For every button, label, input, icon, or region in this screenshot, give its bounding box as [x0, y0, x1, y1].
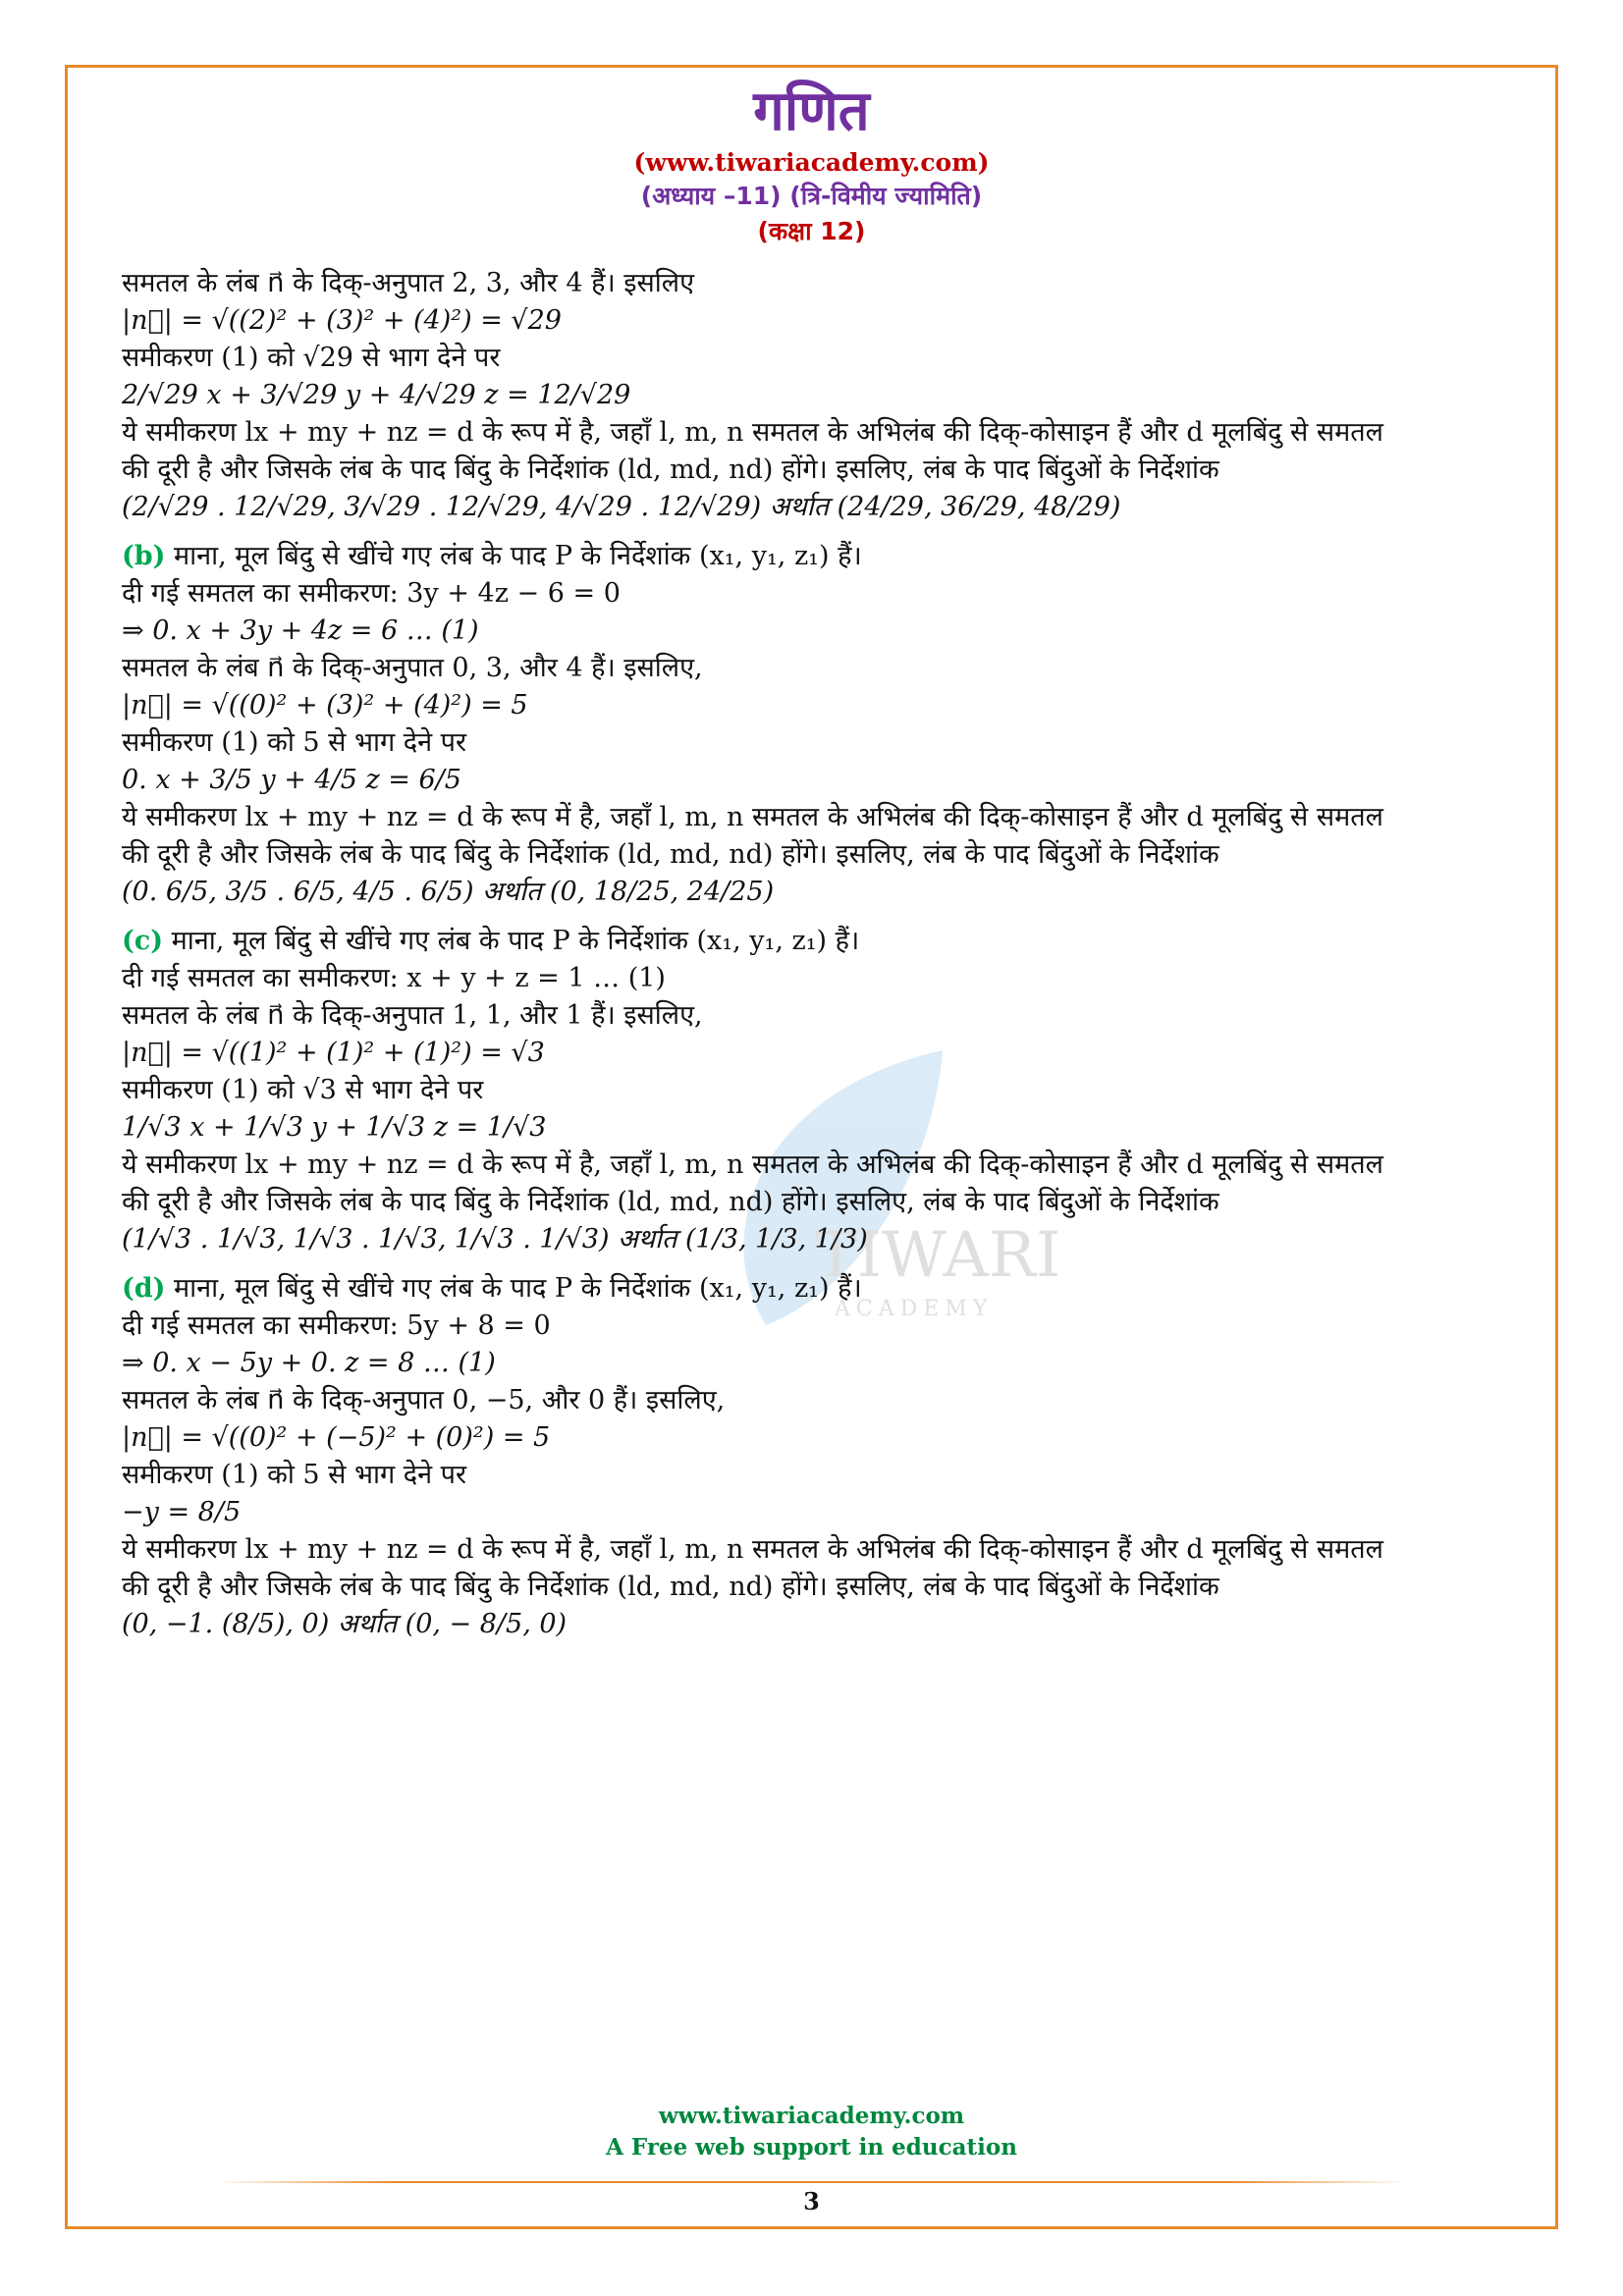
- watermark-subtext: ACADEMY: [835, 1297, 994, 1321]
- text-line: समीकरण (1) को 5 से भाग देने पर: [122, 727, 467, 758]
- part-label: (c): [122, 926, 163, 956]
- math-line: ⇒ 0. x − 5y + 0. z = 8 … (1): [122, 1348, 496, 1378]
- text-line: ये समीकरण lx + my + nz = d के रूप में है, जहाँ l, m, n समतल के अभिलंब की दिक्-कोसाइन हैं और d मूलबिंदु से समतल: [122, 417, 1383, 448]
- text-line: दी गई समतल का समीकरण: 3y + 4z − 6 = 0: [122, 578, 621, 609]
- math-line: |n⃗| = √((1)² + (1)² + (1)²) = √3: [122, 1038, 545, 1068]
- watermark-text: TIWARI: [815, 1219, 1061, 1292]
- coordinates-line: (1/√3 . 1/√3, 1/√3 . 1/√3, 1/√3 . 1/√3) अर्थात (1/3, 1/3, 1/3): [122, 1224, 868, 1255]
- text-line: समतल के लंब n⃗ के दिक्-अनुपात 1, 1, और 1 हैं। इसलिए,: [122, 1000, 703, 1031]
- subject-title: गणित: [753, 80, 870, 143]
- part-label: (d): [122, 1273, 166, 1304]
- text-line: ये समीकरण lx + my + nz = d के रूप में है, जहाँ l, m, n समतल के अभिलंब की दिक्-कोसाइन हैं और d मूलबिंदु से समतल: [122, 1534, 1383, 1565]
- text-line: समतल के लंब n⃗ के दिक्-अनुपात 0, −5, और 0 हैं। इसलिए,: [122, 1385, 726, 1415]
- solution-content: [122, 265, 1496, 1643]
- text-line: समीकरण (1) को √29 से भाग देने पर: [122, 343, 501, 373]
- text-line: समीकरण (1) को √3 से भाग देने पर: [122, 1075, 484, 1105]
- math-line: |n⃗| = √((0)² + (3)² + (4)²) = 5: [122, 690, 528, 721]
- equation-line: 1/√3 x + 1/√3 y + 1/√3 z = 1/√3: [122, 1112, 547, 1143]
- math-line: |n⃗| = √((2)² + (3)² + (4)²) = √29: [122, 305, 562, 336]
- text-line: की दूरी है और जिसके लंब के पाद बिंदु के निर्देशांक (ld, md, nd) होंगे। इसलिए, लंब के पाद बिंदुओं के निर्देशांक: [122, 1572, 1219, 1602]
- text-line: समतल के लंब n⃗ के दिक्-अनुपात 2, 3, और 4 हैं। इसलिए: [122, 268, 695, 298]
- class-label: (कक्षा 12): [757, 217, 866, 245]
- footer-url[interactable]: www.tiwariacademy.com: [658, 2103, 965, 2129]
- part-c-intro: (c) माना, मूल बिंदु से खींचे गए लंब के पाद P के निर्देशांक (x₁, y₁, z₁) हैं।: [122, 926, 860, 956]
- part-b-intro: (b) माना, मूल बिंदु से खींचे गए लंब के पाद P के निर्देशांक (x₁, y₁, z₁) हैं।: [122, 541, 862, 571]
- text-line: ये समीकरण lx + my + nz = d के रूप में है, जहाँ l, m, n समतल के अभिलंब की दिक्-कोसाइन हैं और d मूलबिंदु से समतल: [122, 1149, 1383, 1180]
- text-line: की दूरी है और जिसके लंब के पाद बिंदु के निर्देशांक (ld, md, nd) होंगे। इसलिए, लंब के पाद बिंदुओं के निर्देशांक: [122, 454, 1219, 485]
- chapter-title: (अध्याय –11) (त्रि-विमीय ज्यामिति): [640, 182, 983, 210]
- equation-line: −y = 8/5: [122, 1497, 242, 1527]
- text-line: दी गई समतल का समीकरण: x + y + z = 1 … (1): [122, 963, 666, 993]
- part-d-intro: (d) माना, मूल बिंदु से खींचे गए लंब के पाद P के निर्देशांक (x₁, y₁, z₁) हैं।: [122, 1273, 862, 1304]
- text-line: दी गई समतल का समीकरण: 5y + 8 = 0: [122, 1310, 551, 1341]
- coordinates-line: (0. 6/5, 3/5 . 6/5, 4/5 . 6/5) अर्थात (0, 18/25, 24/25): [122, 877, 775, 907]
- header-url: (www.tiwariacademy.com): [633, 148, 990, 177]
- footer-divider: [216, 2181, 1407, 2183]
- footer-tagline: A Free web support in education: [606, 2134, 1017, 2161]
- text-line: समतल के लंब n⃗ के दिक्-अनुपात 0, 3, और 4 हैं। इसलिए,: [122, 653, 703, 683]
- page-header: [0, 77, 1623, 249]
- text-line: की दूरी है और जिसके लंब के पाद बिंदु के निर्देशांक (ld, md, nd) होंगे। इसलिए, लंब के पाद बिंदुओं के निर्देशांक: [122, 1187, 1219, 1217]
- coordinates-line: (0, −1. (8/5), 0) अर्थात (0, − 8/5, 0): [122, 1609, 568, 1639]
- equation-line: 2/√29 x + 3/√29 y + 4/√29 z = 12/√29: [122, 380, 631, 410]
- coordinates-line: (2/√29 . 12/√29, 3/√29 . 12/√29, 4/√29 . 12/√29) अर्थात (24/29, 36/29, 48/29): [122, 492, 1121, 522]
- math-line: ⇒ 0. x + 3y + 4z = 6 … (1): [122, 615, 479, 646]
- text-line: ये समीकरण lx + my + nz = d के रूप में है, जहाँ l, m, n समतल के अभिलंब की दिक्-कोसाइन हैं और d मूलबिंदु से समतल: [122, 802, 1383, 832]
- page-footer: [0, 2101, 1623, 2163]
- page-number: 3: [803, 2187, 820, 2216]
- text-line: समीकरण (1) को 5 से भाग देने पर: [122, 1460, 467, 1490]
- part-label: (b): [122, 541, 166, 571]
- text-line: की दूरी है और जिसके लंब के पाद बिंदु के निर्देशांक (ld, md, nd) होंगे। इसलिए, लंब के पाद बिंदुओं के निर्देशांक: [122, 839, 1219, 870]
- equation-line: 0. x + 3/5 y + 4/5 z = 6/5: [122, 765, 461, 795]
- math-line: |n⃗| = √((0)² + (−5)² + (0)²) = 5: [122, 1422, 551, 1453]
